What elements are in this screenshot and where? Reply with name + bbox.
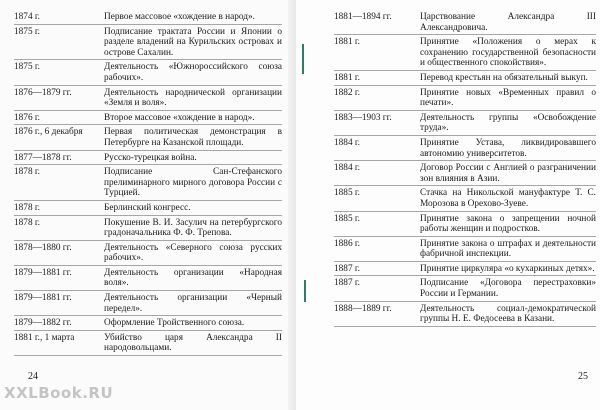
chronology-row: [14, 86, 282, 111]
row-date: 1874 г.: [14, 12, 41, 22]
row-event: Договор России с Англией о разграничении зон влияния в Азии.: [420, 163, 596, 184]
row-event: Первое массовое «хождение в народ».: [104, 12, 256, 22]
chronology-row: [334, 71, 596, 86]
row-date: 1877—1878 гг.: [14, 152, 72, 163]
row-event: Первая политическая демонстрация в Петербурге на Казанской площади.: [104, 127, 282, 148]
row-event: Подписание «Договора перестраховки» России и Германии.: [420, 278, 596, 300]
row-date: 1882 г.: [334, 87, 361, 98]
row-event: Перевод крестьян на обязательный выкуп.: [420, 72, 588, 83]
row-date: 1879—1882 гг.: [14, 318, 72, 329]
left-chronology-table: [14, 10, 282, 356]
chronology-row: [14, 201, 282, 216]
chronology-row: [334, 10, 596, 35]
chronology-row: [334, 302, 596, 327]
chronology-row: [14, 241, 282, 266]
chronology-row: [14, 216, 282, 241]
row-date: 1883—1903 гг.: [334, 112, 392, 123]
row-event: Принятие новых «Временных правил о печати».: [420, 87, 596, 109]
row-event: Подписание Сан-Стефанского прелиминарного мирного договора России с Турцией.: [104, 167, 282, 199]
chronology-row: [14, 266, 282, 291]
row-date: 1878—1880 гг.: [14, 242, 72, 253]
row-event: Убийство царя Александра II народовольцами.: [104, 332, 282, 354]
row-date: 1887 г.: [334, 263, 361, 274]
row-date: 1879—1881 гг.: [14, 293, 72, 304]
row-event: Покушение В. И. Засулич на петербургского градоначальника Ф. Ф. Трепова.: [104, 217, 282, 239]
row-event: Деятельность «Южнороссийского союза рабочих».: [104, 62, 282, 83]
row-event: Оформление Тройственного союза.: [104, 318, 245, 329]
row-event: Деятельность народнической организации «Земля и воля».: [104, 87, 282, 109]
chronology-row: [334, 212, 596, 237]
row-date: 1886 г.: [334, 238, 361, 249]
row-date: 1885 г.: [334, 188, 361, 199]
chronology-row: [14, 25, 282, 61]
chronology-row: [334, 111, 596, 136]
row-date: 1881 г.: [334, 37, 361, 48]
row-event: Деятельность социал-демократической группы Н. Е. Федосеева в Казани.: [420, 303, 596, 325]
watermark: XXLBook.RU: [4, 384, 114, 402]
chronology-row: [14, 111, 282, 126]
row-event: Второе массовое «хождение в народ».: [104, 112, 255, 123]
row-date: 1876 г., 6 декабря: [14, 127, 83, 138]
chronology-row: [334, 262, 596, 277]
row-event: Деятельность «Северного союза русских рабочих».: [104, 242, 282, 264]
row-date: 1876—1879 гг.: [14, 87, 72, 98]
row-date: 1875 г.: [14, 62, 41, 73]
row-event: Царствование Александра III Александровича.: [420, 12, 596, 33]
row-event: Берлинский конгресс.: [104, 202, 191, 213]
row-date: 1888—1889 гг.: [334, 303, 392, 314]
row-event: Русско-турецкая война.: [104, 152, 197, 163]
row-date: 1884 г.: [334, 137, 361, 148]
row-event: Подписание трактата России и Японии о разделе владений на Курильских островах и острове Сахалин.: [104, 26, 282, 58]
chronology-row: [334, 136, 596, 161]
chronology-row: [14, 151, 282, 166]
right-page: [296, 0, 600, 410]
chronology-row: [334, 35, 596, 71]
chronology-row: [334, 276, 596, 301]
row-date: 1884 г.: [334, 163, 361, 174]
chronology-row: [14, 165, 282, 201]
row-event: Деятельность организации «Черный передел».: [104, 293, 282, 314]
row-date: 1881—1894 гг.: [334, 12, 392, 22]
row-event: Стачка на Никольской мануфактуре Т. С. Морозова в Орехово-Зуеве.: [420, 188, 596, 209]
chronology-row: [14, 125, 282, 150]
row-event: Деятельность организации «Народная воля».: [104, 267, 282, 289]
scan-mark: [304, 280, 306, 302]
left-page-number: 24: [28, 371, 38, 382]
chronology-row: [14, 291, 282, 316]
row-date: 1881 г.: [334, 72, 361, 83]
row-date: 1881 г., 1 марта: [14, 332, 75, 343]
left-page: [0, 0, 296, 410]
row-date: 1875 г.: [14, 26, 41, 37]
chronology-row: [14, 60, 282, 85]
row-date: 1887 г.: [334, 278, 361, 289]
right-page-number: 25: [578, 371, 588, 382]
chronology-row: [14, 331, 282, 356]
row-event: Принятие закона о запрещении ночной работы женщин и подростков.: [420, 213, 596, 235]
row-event: Принятие циркуляра «о кухаркиных детях».: [420, 263, 595, 274]
row-event: Принятие «Положения о мерах к сохранению государственной безопасности и общественного спокойствия».: [420, 37, 596, 69]
row-date: 1879—1881 гг.: [14, 267, 72, 278]
chronology-row: [334, 186, 596, 211]
right-chronology-table: [334, 10, 596, 327]
chronology-row: [334, 161, 596, 186]
row-event: Принятие Устава, ликвидировавшего автономию университетов.: [420, 137, 596, 159]
scan-mark: [302, 44, 304, 74]
row-date: 1876 г.: [14, 112, 41, 123]
row-date: 1885 г.: [334, 213, 361, 224]
row-date: 1878 г.: [14, 217, 41, 228]
row-date: 1878 г.: [14, 202, 41, 213]
chronology-row: [334, 86, 596, 111]
chronology-row: [14, 10, 282, 25]
row-event: Принятие закона о штрафах и деятельности фабричной инспекции.: [420, 238, 596, 260]
chronology-row: [14, 316, 282, 331]
chronology-row: [334, 237, 596, 262]
row-event: Деятельность группы «Освобождение труда».: [420, 112, 596, 134]
row-date: 1878 г.: [14, 167, 41, 178]
